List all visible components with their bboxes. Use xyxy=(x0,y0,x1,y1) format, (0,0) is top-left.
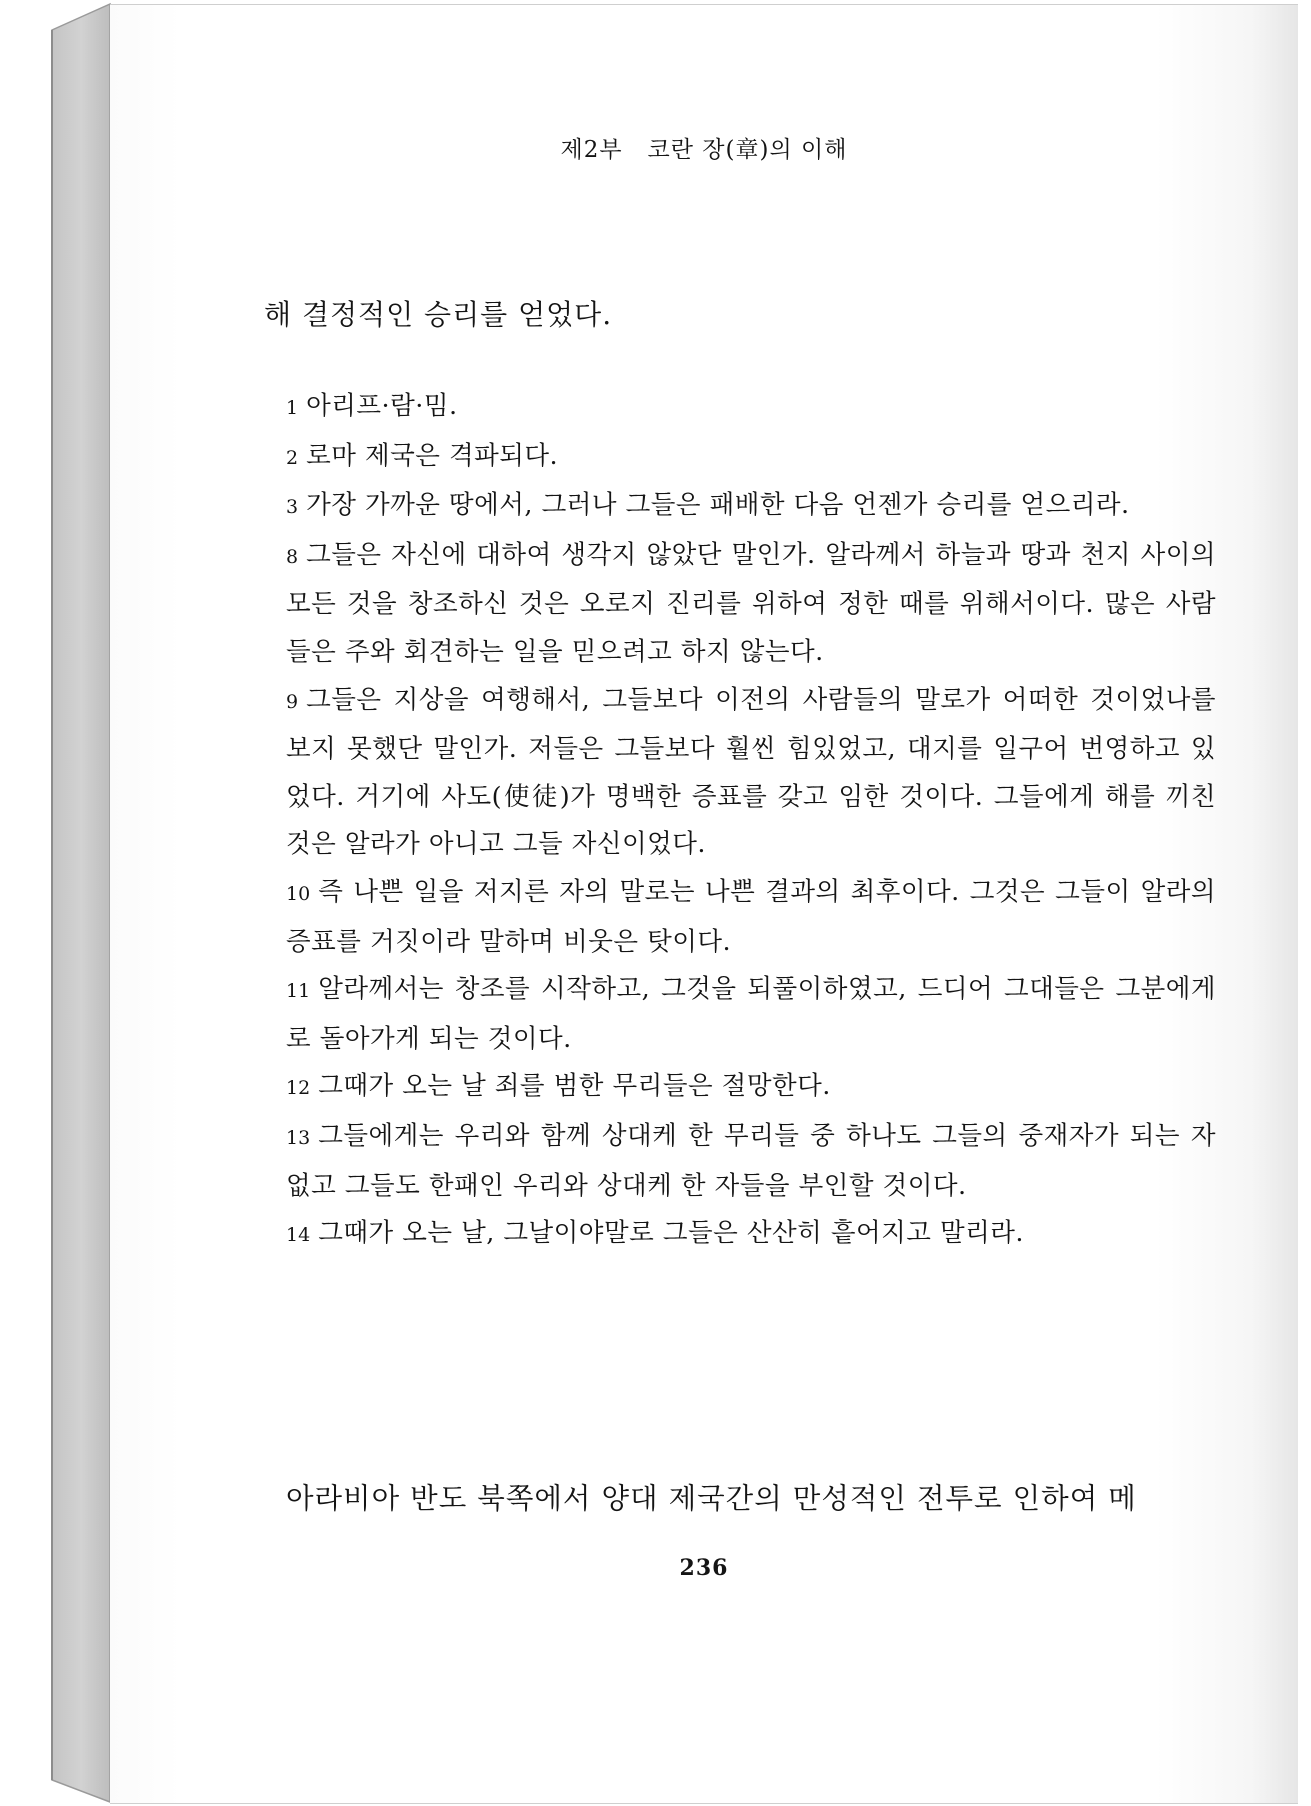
verse-8 xyxy=(286,532,1216,677)
verse-12 xyxy=(286,1063,1216,1113)
verse-number: 14 xyxy=(286,1224,311,1247)
verse-text: 그들에게는 우리와 함께 상대케 한 무리들 중 하나도 그들의 중재자가 되는 자 없고 그들도 한패인 우리와 상대케 한 자들을 부인할 것이다. xyxy=(286,1120,1216,1201)
verse-14 xyxy=(286,1210,1216,1260)
verse-number: 1 xyxy=(286,397,299,419)
verse-text: 그들은 자신에 대하여 생각지 않았단 말인가. 알라께서 하늘과 땅과 천지 사이의 모든 것을 창조하신 것은 오로지 진리를 위하여 정한 때를 위해서이다. 많은 사람들은 주와 회견하는 일을 믿으려고 하지 않는다. xyxy=(286,539,1216,667)
verse-number: 12 xyxy=(286,1077,311,1100)
verse-text: 그때가 오는 날, 그날이야말로 그들은 산산히 흩어지고 말리라. xyxy=(318,1218,1024,1249)
verse-10 xyxy=(286,869,1216,966)
verse-number: 10 xyxy=(286,882,311,905)
verse-text: 아리프·람·밈. xyxy=(306,391,458,421)
continued-paragraph-line: 해 결정적인 승리를 얻었다. xyxy=(264,298,613,331)
verse-3 xyxy=(286,482,1216,532)
verse-list xyxy=(286,383,1216,1260)
running-header: 제2부 코란 장(章)의 이해 xyxy=(560,137,848,163)
verse-text: 그때가 오는 날 죄를 범한 무리들은 절망한다. xyxy=(318,1071,831,1102)
verse-9 xyxy=(286,677,1216,869)
verse-number: 8 xyxy=(286,545,299,568)
book-page xyxy=(110,4,1298,1804)
verse-number: 3 xyxy=(286,496,299,519)
verse-text: 가장 가까운 땅에서, 그러나 그들은 패배한 다음 언젠가 승리를 얻으리라. xyxy=(306,490,1130,521)
verse-number: 13 xyxy=(286,1126,311,1149)
verse-13 xyxy=(286,1113,1216,1210)
following-paragraph-line: 아라비아 반도 북쪽에서 양대 제국간의 만성적인 전투로 인하여 메 xyxy=(286,1482,1137,1515)
verse-number: 2 xyxy=(286,446,299,469)
page-number: 236 xyxy=(679,1555,729,1581)
verse-text: 그들은 지상을 여행해서, 그들보다 이전의 사람들의 말로가 어떠한 것이었나를 보지 못했단 말인가. 저들은 그들보다 훨씬 힘있었고, 대지를 일구어 번영하고 있었다. 거기에 사도(使徒)가 명백한 증표를 갖고 임한 것이다. 그들에게 해를 끼친 것은 알라가 아니고 그들 자신이었다. xyxy=(286,684,1216,860)
verse-text: 알라께서는 창조를 시작하고, 그것을 되풀이하였고, 드디어 그대들은 그분에게로 돌아가게 되는 것이다. xyxy=(286,974,1216,1054)
verse-text: 즉 나쁜 일을 저지른 자의 말로는 나쁜 결과의 최후이다. 그것은 그들이 알라의 증표를 거짓이라 말하며 비웃은 탓이다. xyxy=(286,876,1216,957)
verse-number: 9 xyxy=(286,690,299,713)
verse-number: 11 xyxy=(286,980,311,1003)
verse-2 xyxy=(286,433,1216,483)
verse-11 xyxy=(286,966,1216,1063)
verse-text: 로마 제국은 격파되다. xyxy=(306,440,559,471)
verse-1 xyxy=(286,383,1216,433)
